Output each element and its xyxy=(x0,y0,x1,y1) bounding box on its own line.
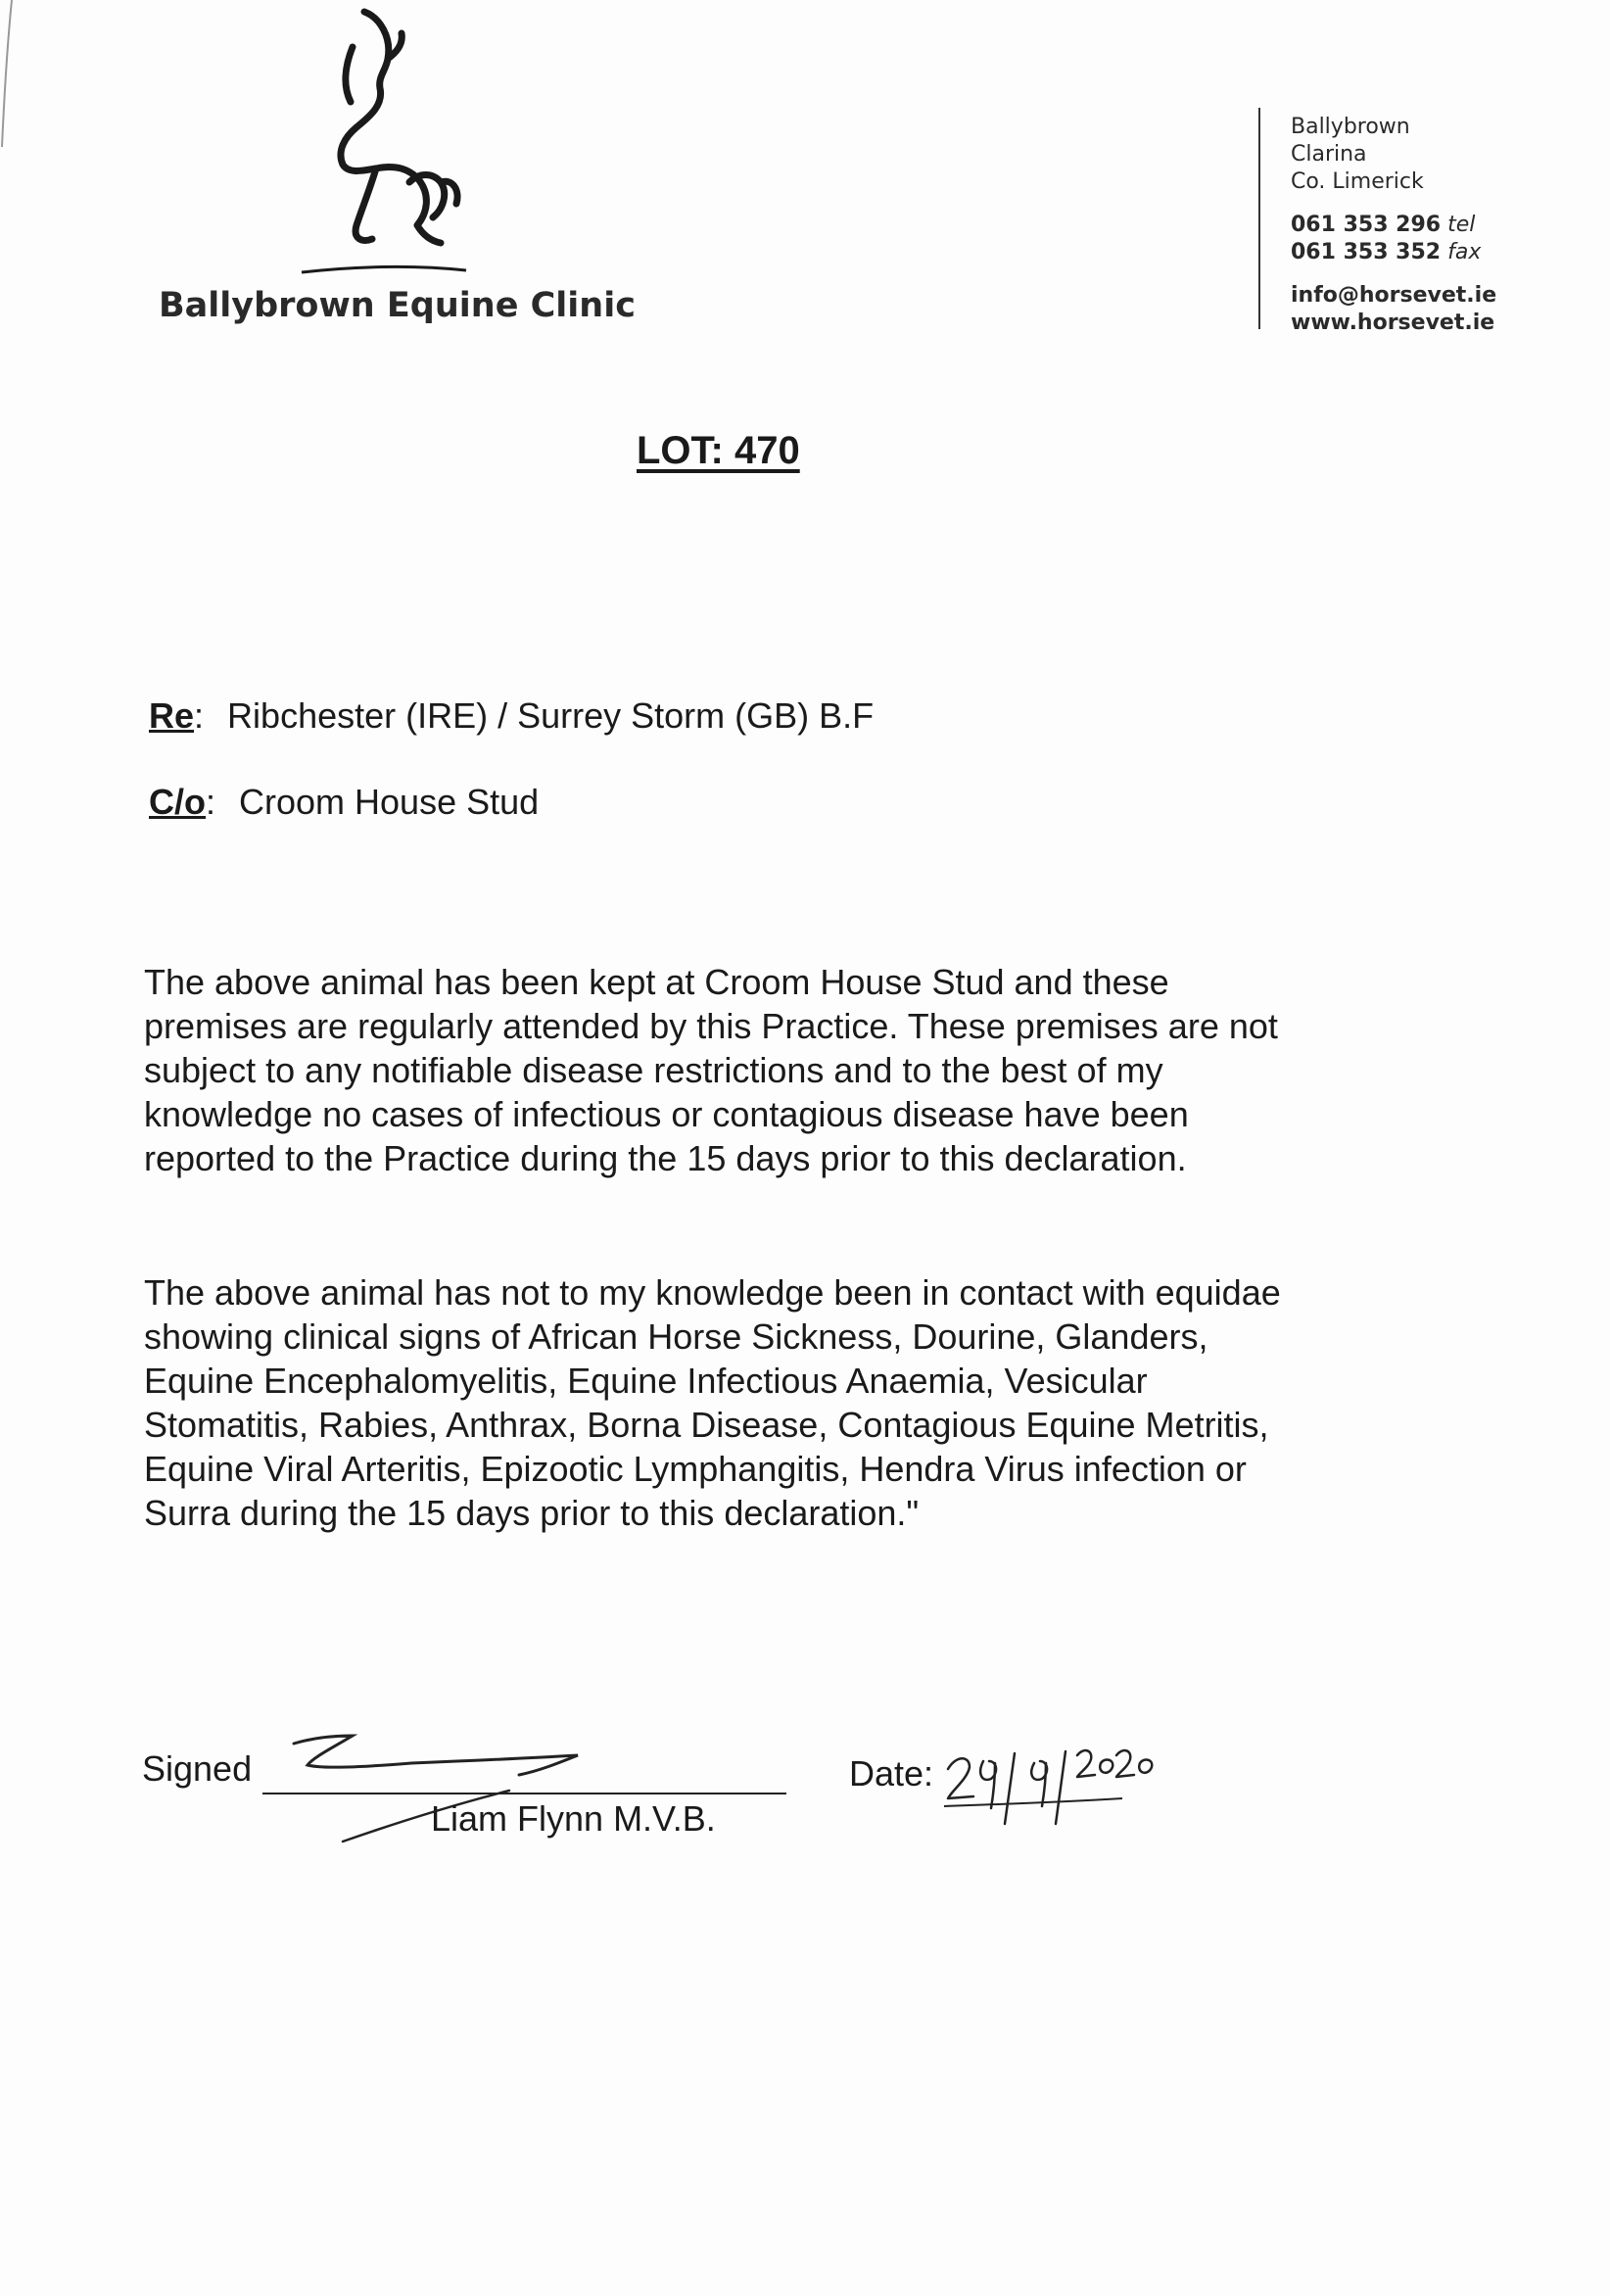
fax-suffix: fax xyxy=(1447,240,1482,264)
care-of-field: C/o: Croom House Stud xyxy=(149,782,540,822)
fax-line xyxy=(1291,239,1496,266)
disease-contact-paragraph: The above animal has not to my knowledge been in contact with equidae showing clinical signs of African Horse Sickness, Dourine, Glanders, Equine Encephalomyelitis, Equine Infectious Anaemia, Vesicular Stomatitis, Rabies, Anthrax, Borna Disease, Contagious Equine Metritis, Equine Viral Arteritis, Epizootic Lymphangitis, Hendra Virus infection or Surra during the 15 days prior to this declaration." xyxy=(144,1272,1281,1533)
declaration-paragraph: The above animal has been kept at Croom House Stud and these premises are regularly attended by this Practice. These premises are not subject to any notifiable disease restrictions and to the best of my knowledge no cases of infectious or contagious disease have been reported to the Practice during the 15 days prior to this declaration. xyxy=(144,962,1278,1178)
re-label: Re xyxy=(149,695,195,736)
telephone-suffix: tel xyxy=(1447,213,1476,237)
re-field: Re: Ribchester (IRE) / Surrey Storm (GB) B.F xyxy=(149,695,875,736)
care-of-label: C/o xyxy=(149,782,206,822)
date-label: Date: xyxy=(849,1753,934,1794)
handwritten-date xyxy=(940,1734,1224,1832)
clinic-name: Ballybrown Equine Clinic xyxy=(159,286,636,325)
address-line: Co. Limerick xyxy=(1291,169,1424,194)
care-of-value: Croom House Stud xyxy=(239,782,540,822)
email-address: info@horsevet.ie xyxy=(1291,283,1497,308)
clinic-address-block xyxy=(1291,114,1496,337)
telephone-line xyxy=(1291,212,1496,239)
address-line: Ballybrown xyxy=(1291,115,1410,139)
website-address: www.horsevet.ie xyxy=(1291,311,1495,335)
address-divider xyxy=(1258,108,1260,329)
horse-rearing-logo-icon xyxy=(294,8,470,282)
address-line: Clarina xyxy=(1291,142,1367,167)
fax-number: 061 353 352 xyxy=(1291,240,1442,264)
re-value: Ribchester (IRE) / Surrey Storm (GB) B.F xyxy=(227,695,875,736)
telephone-number: 061 353 296 xyxy=(1291,213,1442,237)
lot-number-heading: LOT: 470 xyxy=(637,429,800,472)
scan-edge-mark xyxy=(0,0,29,157)
signer-name: Liam Flynn M.V.B. xyxy=(431,1798,716,1839)
signed-label: Signed xyxy=(142,1748,253,1789)
